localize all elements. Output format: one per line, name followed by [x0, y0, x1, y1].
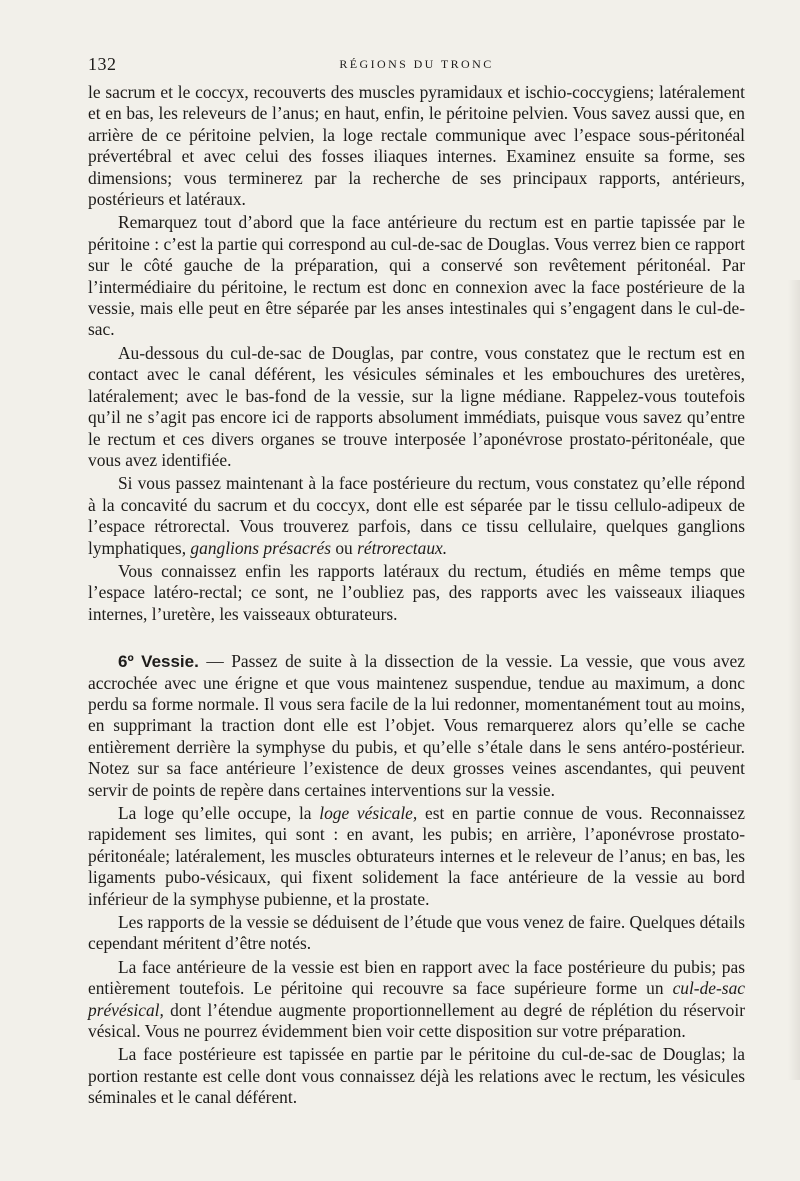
section-gap: [88, 625, 745, 651]
italic-term: ganglions présacrés: [190, 537, 331, 558]
paragraph-rectum-anterior: Remarquez tout d’abord que la face antérieure du rectum est en partie tapissée par le péritoine : c’est la partie qui correspond au cul-de-sac de Douglas. Vous verrez bien ce rapport sur le côté gauche de la préparation, qui a conservé son revêtement péritonéal. Par l’intermédiaire du péritoine, le rectum est donc en connexion avec la face postérieure de la vessie, mais elle peut en être séparée par les anses intestinales qui s’engagent dans le cul-de-sac.: [88, 212, 745, 340]
italic-term: cul-de-sac prévésical,: [88, 978, 745, 1020]
paragraph-rapports-vessie: Les rapports de la vessie se déduisent de l’étude que vous venez de faire. Quelques détails cependant méritent d’être notés.: [88, 912, 745, 954]
text-run: La loge qu’elle occupe, la: [118, 803, 312, 823]
text-run: ou: [335, 537, 353, 558]
section-number: 6º: [118, 652, 134, 672]
text-run: — Passez de suite à la dissection de la vessie. La vessie, que vous avez accrochée avec une érigne et que vous maintenez suspendue, tendue au maximum, a donc perdu sa forme normale. Il vous sera facile de la lui redonner, momentanément tout au moins, en supprimant la traction dont elle est l’objet. Vous remarquerez alors qu’elle se cache entièrement derrière la symphyse du pubis, et qu’elle s’étale dans le sens antéro-postérieur. Notez sur sa face antérieure l’existence de deux grosses veines ascendantes, qui peuvent servir de points de repère dans certaines interventions sur la vessie.: [88, 651, 745, 800]
paragraph-loge-vesicale: [88, 803, 745, 910]
italic-term: rétrorectaux.: [357, 537, 448, 558]
paragraph-face-posterieure: La face postérieure est tapissée en partie par le péritoine du cul-de-sac de Douglas; la portion restante est celle dont vous connaissez déjà les relations avec le rectum, les vésicules séminales et le canal déférent.: [88, 1044, 745, 1108]
italic-term: loge vésicale,: [319, 803, 418, 823]
body-text: [88, 82, 745, 1109]
text-run: La face antérieure de la vessie est bien en rapport avec la face postérieure du pubis; pas entièrement toutefois. Le péritoine qui recouvre sa face supérieure forme un: [88, 956, 745, 999]
paragraph-face-anterieure: [88, 957, 745, 1043]
paragraph-continued: le sacrum et le coccyx, recouverts des muscles pyramidaux et ischio-coccygiens; latéralement et en bas, les releveurs de l’anus; en haut, enfin, le péritoine pelvien. Vous savez aussi que, en arrière de ce péritoine pelvien, la loge rectale communique avec l’espace sous-péritonéal prévertébral et avec celui des fosses iliaques internes. Examinez ensuite sa forme, ses dimensions; vous terminerez par la recherche de ses principaux rapports, antérieurs, postérieurs et latéraux.: [88, 82, 745, 210]
running-title: RÉGIONS DU TRONC: [339, 57, 494, 71]
paragraph-rectum-lateral: Vous connaissez enfin les rapports latéraux du rectum, étudiés en même temps que l’espace latéro-rectal; ce sont, ne l’oubliez pas, des rapports avec les vaisseaux iliaques internes, l’uretère, les vaisseaux obturateurs.: [88, 560, 745, 624]
text-run: dont l’étendue augmente proportionnellement au degré de réplétion du réservoir vésical. Vous ne pourrez évidemment bien voir cette disposition sur votre préparation.: [88, 999, 745, 1042]
section-vessie: [88, 651, 745, 801]
section-title: Vessie.: [141, 652, 199, 672]
paragraph-rectum-posterior: [88, 473, 745, 559]
page-number: 132: [88, 54, 117, 74]
paragraph-below-douglas: Au-dessous du cul-de-sac de Douglas, par contre, vous constatez que le rectum est en contact avec le canal déférent, les vésicules séminales et les embouchures des uretères, latéralement; avec le bas-fond de la vessie, sur la ligne médiane. Rappelez-vous toutefois qu’il ne s’agit pas encore ici de rapports absolument immédiats, puisque vous savez qu’entre le rectum et ces divers organes se trouve interposée l’aponévrose prostato-péritonéale, que vous avez identifiée.: [88, 342, 745, 470]
page-edge-shadow: [788, 280, 800, 1080]
text-run: Si vous passez maintenant à la face postérieure du rectum, vous constatez qu’elle répond à la concavité du sacrum et du coccyx, dont elle est séparée par le tissu cellulo-adipeux de l’espace rétrorectal. Vous trouverez parfois, dans ce tissu cellulaire, quelques ganglions lymphatiques,: [88, 473, 745, 558]
text-run: est en partie connue de vous. Reconnaissez rapidement ses limites, qui sont : en avant, les pubis; en arrière, l’aponévrose prostato-péritonéale; latéralement, les muscles obturateurs internes et le releveur de l’anus; en bas, les ligaments pubo-vésicaux, qui fixent solidement la face antérieure de la vessie au bord inférieur de la symphyse pubienne, et la prostate.: [88, 803, 745, 909]
running-head: [88, 50, 745, 82]
